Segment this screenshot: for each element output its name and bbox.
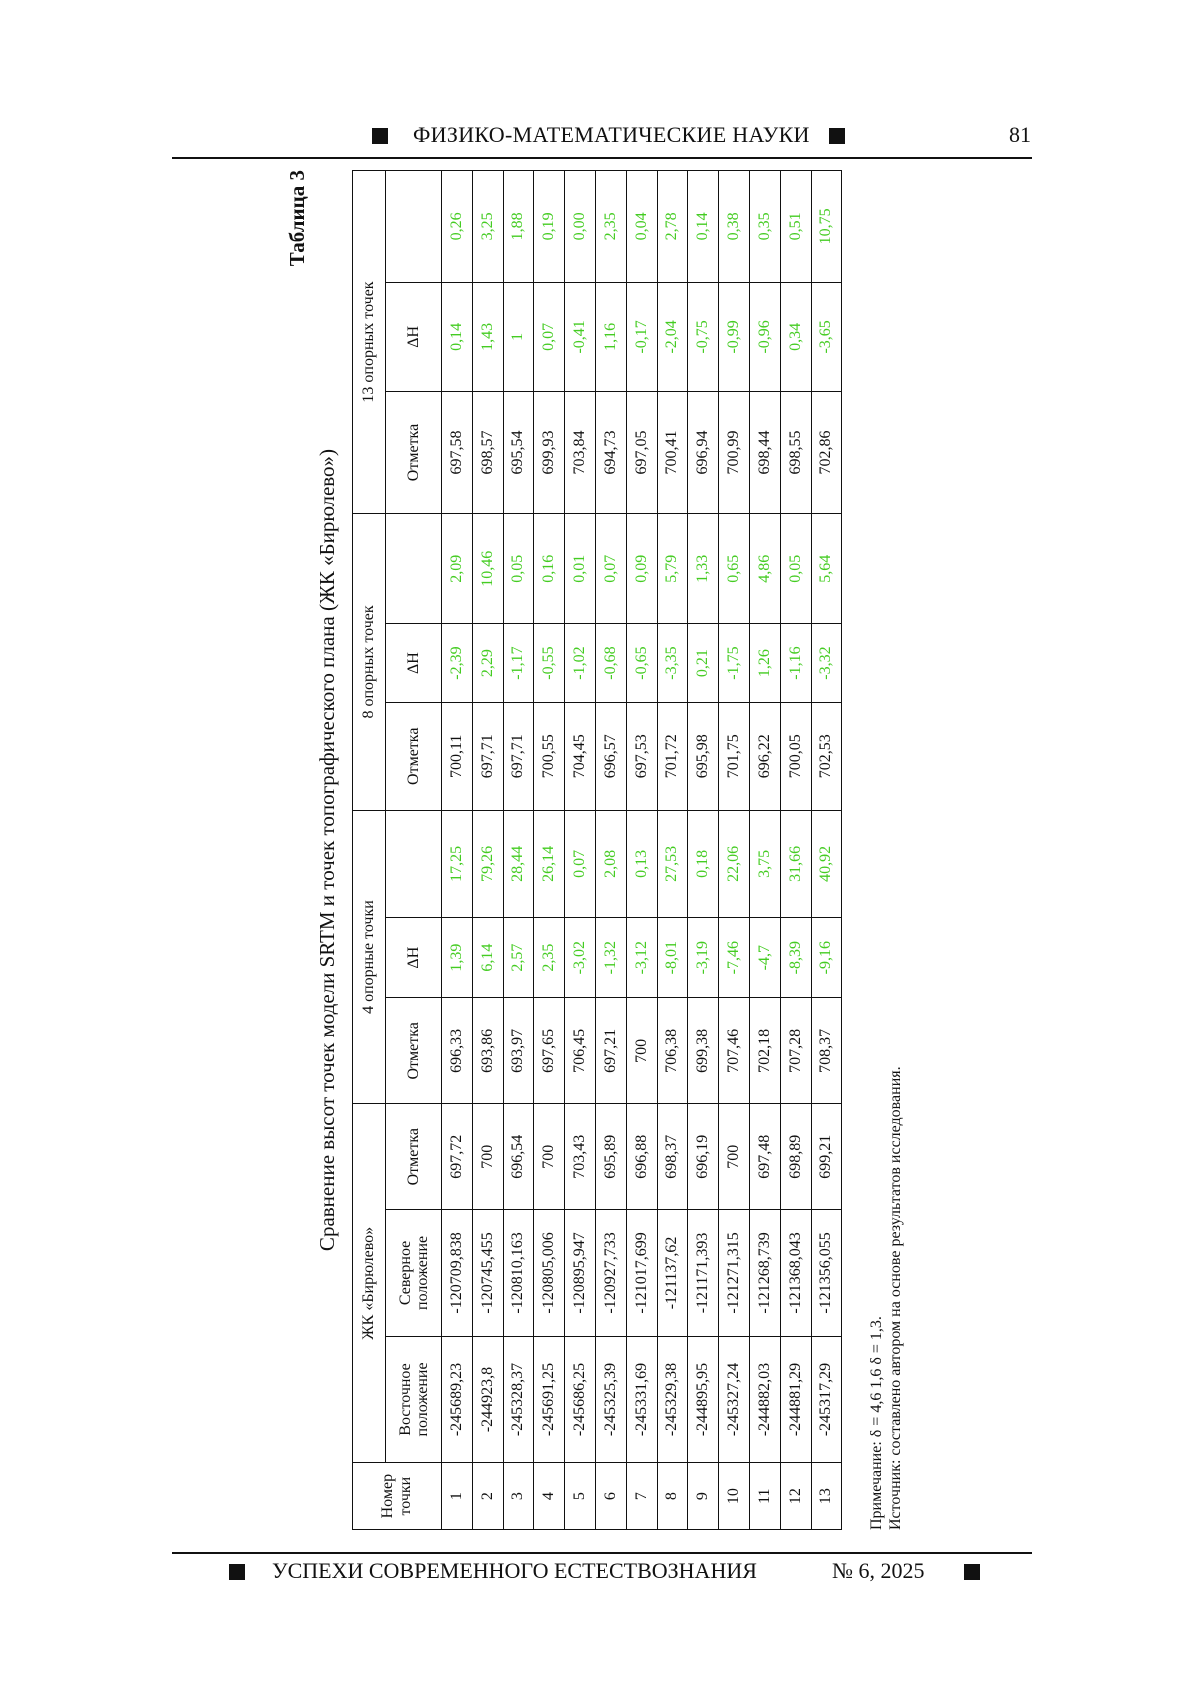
table-cell: -121368,043 xyxy=(780,1210,811,1337)
table-cell: -8,01 xyxy=(657,917,688,998)
table-cell: 697,05 xyxy=(626,392,657,514)
table-cell: 0,19 xyxy=(534,171,565,283)
table-cell: 699,38 xyxy=(688,998,719,1104)
table-cell: -9,16 xyxy=(811,917,842,998)
table-cell: -8,39 xyxy=(780,917,811,998)
table-cell: 697,71 xyxy=(503,702,534,810)
table-cell: 0,05 xyxy=(503,513,534,623)
table-cell: 27,53 xyxy=(657,810,688,917)
table-cell: -120810,163 xyxy=(503,1210,534,1337)
header-empty xyxy=(386,171,442,283)
header-north: Северное положение xyxy=(386,1210,442,1337)
header-group-base: ЖК «Бирюлево» xyxy=(353,1104,386,1463)
table-cell: 5,79 xyxy=(657,513,688,623)
table-cell: 697,65 xyxy=(534,998,565,1104)
table-cell: 3,25 xyxy=(472,171,503,283)
table-cell: 1,26 xyxy=(749,624,780,702)
table-cell: 700,11 xyxy=(442,702,473,810)
table-cell: 4 xyxy=(534,1463,565,1530)
table-row xyxy=(565,171,596,1530)
table-cell: 697,71 xyxy=(472,702,503,810)
table-cell: 0,38 xyxy=(719,171,750,283)
table-cell: 697,48 xyxy=(749,1104,780,1210)
table-cell: 696,22 xyxy=(749,702,780,810)
table-cell: 22,06 xyxy=(719,810,750,917)
table-cell: 697,53 xyxy=(626,702,657,810)
table-cell: -244882,03 xyxy=(749,1336,780,1463)
table-cell: 700,99 xyxy=(719,392,750,514)
table-cell: 696,57 xyxy=(595,702,626,810)
table-cell: 698,55 xyxy=(780,392,811,514)
square-bullet-icon xyxy=(829,128,845,144)
table-cell: 2,08 xyxy=(595,810,626,917)
table-cell: 707,46 xyxy=(719,998,750,1104)
table-row xyxy=(719,171,750,1530)
table-cell: 8 xyxy=(657,1463,688,1530)
header-empty xyxy=(386,513,442,623)
table-cell: 6 xyxy=(595,1463,626,1530)
header-dh: ΔH xyxy=(386,282,442,391)
table-cell: -3,65 xyxy=(811,282,842,391)
table-cell: -0,99 xyxy=(719,282,750,391)
table-cell: 702,86 xyxy=(811,392,842,514)
table-cell: 0,07 xyxy=(565,810,596,917)
header-mark: Отметка xyxy=(386,702,442,810)
table-cell: -244881,29 xyxy=(780,1336,811,1463)
header-mark: Отметка xyxy=(386,1104,442,1210)
table-cell: 706,45 xyxy=(565,998,596,1104)
table-cell: 694,73 xyxy=(595,392,626,514)
table-cell: 12 xyxy=(780,1463,811,1530)
table-cell: -3,32 xyxy=(811,624,842,702)
table-cell: 696,54 xyxy=(503,1104,534,1210)
table-cell: 9 xyxy=(688,1463,719,1530)
table-cell: 0,01 xyxy=(565,513,596,623)
table-cell: -120895,947 xyxy=(565,1210,596,1337)
table-row xyxy=(811,171,842,1530)
square-bullet-icon xyxy=(964,1564,980,1580)
header-mark: Отметка xyxy=(386,392,442,514)
table-cell: 1,88 xyxy=(503,171,534,283)
table-cell: 0,13 xyxy=(626,810,657,917)
table-cell: -244923,8 xyxy=(472,1336,503,1463)
table-cell: 698,57 xyxy=(472,392,503,514)
table-cell: 0,07 xyxy=(595,513,626,623)
table-cell: 699,21 xyxy=(811,1104,842,1210)
table-cell: -120927,733 xyxy=(595,1210,626,1337)
table-cell: 10,46 xyxy=(472,513,503,623)
table-cell: 79,26 xyxy=(472,810,503,917)
table-cell: 696,19 xyxy=(688,1104,719,1210)
table-cell: 0,35 xyxy=(749,171,780,283)
table-cell: 40,92 xyxy=(811,810,842,917)
table-cell: 0,05 xyxy=(780,513,811,623)
table-cell: -0,55 xyxy=(534,624,565,702)
table-cell: 5 xyxy=(565,1463,596,1530)
header-empty xyxy=(386,810,442,917)
table-cell: 697,72 xyxy=(442,1104,473,1210)
table-cell: 0,65 xyxy=(719,513,750,623)
table-cell: -120709,838 xyxy=(442,1210,473,1337)
table-cell: 13 xyxy=(811,1463,842,1530)
table-cell: 0,18 xyxy=(688,810,719,917)
table-cell: 11 xyxy=(749,1463,780,1530)
table-cell: -2,04 xyxy=(657,282,688,391)
header-dh: ΔH xyxy=(386,917,442,998)
table-cell: -0,17 xyxy=(626,282,657,391)
header-east: Восточное положение xyxy=(386,1336,442,1463)
table-cell: 693,86 xyxy=(472,998,503,1104)
square-bullet-icon xyxy=(229,1564,245,1580)
table-cell: -4,7 xyxy=(749,917,780,998)
table-cell: 2,35 xyxy=(534,917,565,998)
table-row xyxy=(442,171,473,1530)
table-cell: 701,72 xyxy=(657,702,688,810)
table-cell: 700 xyxy=(472,1104,503,1210)
table-cell: 695,54 xyxy=(503,392,534,514)
header-mark: Отметка xyxy=(386,998,442,1104)
table-cell: -1,16 xyxy=(780,624,811,702)
table-cell: -245325,39 xyxy=(595,1336,626,1463)
table-note: Примечание: δ = 4,6 1,6 δ = 1,3. xyxy=(868,1316,885,1530)
table-cell: -245329,38 xyxy=(657,1336,688,1463)
table-cell: -1,32 xyxy=(595,917,626,998)
footer-rule xyxy=(172,1552,1032,1554)
page-number: 81 xyxy=(1009,122,1031,147)
table-cell: -121017,699 xyxy=(626,1210,657,1337)
table-cell: 0,07 xyxy=(534,282,565,391)
table-cell: -121271,315 xyxy=(719,1210,750,1337)
table-cell: 706,38 xyxy=(657,998,688,1104)
table-cell: 2 xyxy=(472,1463,503,1530)
table-row xyxy=(749,171,780,1530)
table-cell: 1,33 xyxy=(688,513,719,623)
table-cell: 702,53 xyxy=(811,702,842,810)
table-cell: -0,41 xyxy=(565,282,596,391)
table-cell: 1,16 xyxy=(595,282,626,391)
table-cell: 31,66 xyxy=(780,810,811,917)
table-row xyxy=(626,171,657,1530)
table-cell: 1 xyxy=(503,282,534,391)
table-cell: -3,12 xyxy=(626,917,657,998)
table-cell: 701,75 xyxy=(719,702,750,810)
table-cell: -244895,95 xyxy=(688,1336,719,1463)
table-cell: -245328,37 xyxy=(503,1336,534,1463)
table-cell: 0,34 xyxy=(780,282,811,391)
table-cell: 0,16 xyxy=(534,513,565,623)
table-cell: 5,64 xyxy=(811,513,842,623)
table-cell: 702,18 xyxy=(749,998,780,1104)
table-cell: 697,58 xyxy=(442,392,473,514)
table-cell: 703,43 xyxy=(565,1104,596,1210)
table-cell: 696,33 xyxy=(442,998,473,1104)
journal-name: УСПЕХИ СОВРЕМЕННОГО ЕСТЕСТВОЗНАНИЯ xyxy=(272,1558,757,1583)
table-cell: -1,17 xyxy=(503,624,534,702)
table-cell: 28,44 xyxy=(503,810,534,917)
table-row xyxy=(595,171,626,1530)
table-cell: -121137,62 xyxy=(657,1210,688,1337)
table-cell: 704,45 xyxy=(565,702,596,810)
rotated-table-block xyxy=(285,170,925,1530)
table-cell: -245689,23 xyxy=(442,1336,473,1463)
table-cell: 700,55 xyxy=(534,702,565,810)
table-cell: 0,09 xyxy=(626,513,657,623)
table-cell: -0,68 xyxy=(595,624,626,702)
table-cell: 708,37 xyxy=(811,998,842,1104)
table-cell: 0,00 xyxy=(565,171,596,283)
table-cell: 700,41 xyxy=(657,392,688,514)
table-cell: -7,46 xyxy=(719,917,750,998)
table-cell: 697,21 xyxy=(595,998,626,1104)
table-cell: 1 xyxy=(442,1463,473,1530)
table-row xyxy=(503,171,534,1530)
table-cell: 17,25 xyxy=(442,810,473,917)
table-cell: 3 xyxy=(503,1463,534,1530)
running-footer xyxy=(0,1558,1200,1598)
table-cell: -121356,055 xyxy=(811,1210,842,1337)
table-cell: -3,02 xyxy=(565,917,596,998)
table-cell: 2,57 xyxy=(503,917,534,998)
table-cell: 0,51 xyxy=(780,171,811,283)
table-cell: 700,05 xyxy=(780,702,811,810)
table-cell: 696,94 xyxy=(688,392,719,514)
table-cell: 7 xyxy=(626,1463,657,1530)
table-cell: -120805,006 xyxy=(534,1210,565,1337)
header-group-4: 4 опорные точки xyxy=(353,810,386,1103)
table-row xyxy=(657,171,688,1530)
table-cell: 698,44 xyxy=(749,392,780,514)
table-cell: -245327,24 xyxy=(719,1336,750,1463)
table-cell: -0,75 xyxy=(688,282,719,391)
table-cell: -121268,739 xyxy=(749,1210,780,1337)
table-cell: -3,19 xyxy=(688,917,719,998)
table-cell: -2,39 xyxy=(442,624,473,702)
table-cell: -1,02 xyxy=(565,624,596,702)
table-cell: 707,28 xyxy=(780,998,811,1104)
table-cell: 0,21 xyxy=(688,624,719,702)
table-cell: 700 xyxy=(719,1104,750,1210)
table-cell: -245317,29 xyxy=(811,1336,842,1463)
table-cell: 0,14 xyxy=(442,282,473,391)
table-cell: 0,04 xyxy=(626,171,657,283)
table-cell: -245686,25 xyxy=(565,1336,596,1463)
data-table xyxy=(352,170,842,1530)
header-group-13: 13 опорных точек xyxy=(353,171,386,514)
header-point: Номер точки xyxy=(353,1463,442,1530)
table-cell: 695,98 xyxy=(688,702,719,810)
table-cell: 2,09 xyxy=(442,513,473,623)
table-row xyxy=(472,171,503,1530)
table-cell: 699,93 xyxy=(534,392,565,514)
table-cell: -0,96 xyxy=(749,282,780,391)
table-cell: -245331,69 xyxy=(626,1336,657,1463)
table-cell: -3,35 xyxy=(657,624,688,702)
table-cell: 2,29 xyxy=(472,624,503,702)
table-cell: 4,86 xyxy=(749,513,780,623)
table-cell: 10,75 xyxy=(811,171,842,283)
table-cell: 2,35 xyxy=(595,171,626,283)
table-cell: 698,37 xyxy=(657,1104,688,1210)
table-cell: 3,75 xyxy=(749,810,780,917)
table-cell: 10 xyxy=(719,1463,750,1530)
header-rule xyxy=(172,157,1032,159)
table-cell: 0,14 xyxy=(688,171,719,283)
table-cell: 1,39 xyxy=(442,917,473,998)
table-cell: -0,65 xyxy=(626,624,657,702)
table-number: Таблица 3 xyxy=(285,170,309,267)
table-cell: 6,14 xyxy=(472,917,503,998)
table-cell: 695,89 xyxy=(595,1104,626,1210)
table-cell: 696,88 xyxy=(626,1104,657,1210)
running-header xyxy=(0,118,1200,158)
table-cell: 693,97 xyxy=(503,998,534,1104)
table-cell: 703,84 xyxy=(565,392,596,514)
table-cell: 1,43 xyxy=(472,282,503,391)
table-cell: -120745,455 xyxy=(472,1210,503,1337)
table-title: Сравнение высот точек модели SRTM и точек топографического плана (ЖК «Бирюлево») xyxy=(315,448,339,1252)
table-cell: 698,89 xyxy=(780,1104,811,1210)
issue-number: № 6, 2025 xyxy=(832,1558,925,1583)
table-cell: -245691,25 xyxy=(534,1336,565,1463)
table-notes xyxy=(867,1066,905,1530)
table-cell: 2,78 xyxy=(657,171,688,283)
table-cell: -121171,393 xyxy=(688,1210,719,1337)
header-dh: ΔH xyxy=(386,624,442,702)
section-title: ФИЗИКО-МАТЕМАТИЧЕСКИЕ НАУКИ xyxy=(413,122,810,147)
table-cell: -1,75 xyxy=(719,624,750,702)
table-row xyxy=(780,171,811,1530)
table-cell: 700 xyxy=(534,1104,565,1210)
table-cell: 26,14 xyxy=(534,810,565,917)
table-row xyxy=(534,171,565,1530)
table-cell: 700 xyxy=(626,998,657,1104)
table-cell: 0,26 xyxy=(442,171,473,283)
table-row xyxy=(688,171,719,1530)
header-group-8: 8 опорных точек xyxy=(353,513,386,810)
table-source: Источник: составлено автором на основе результатов исследования. xyxy=(887,1066,904,1530)
square-bullet-icon xyxy=(372,128,388,144)
table-body xyxy=(442,171,842,1530)
